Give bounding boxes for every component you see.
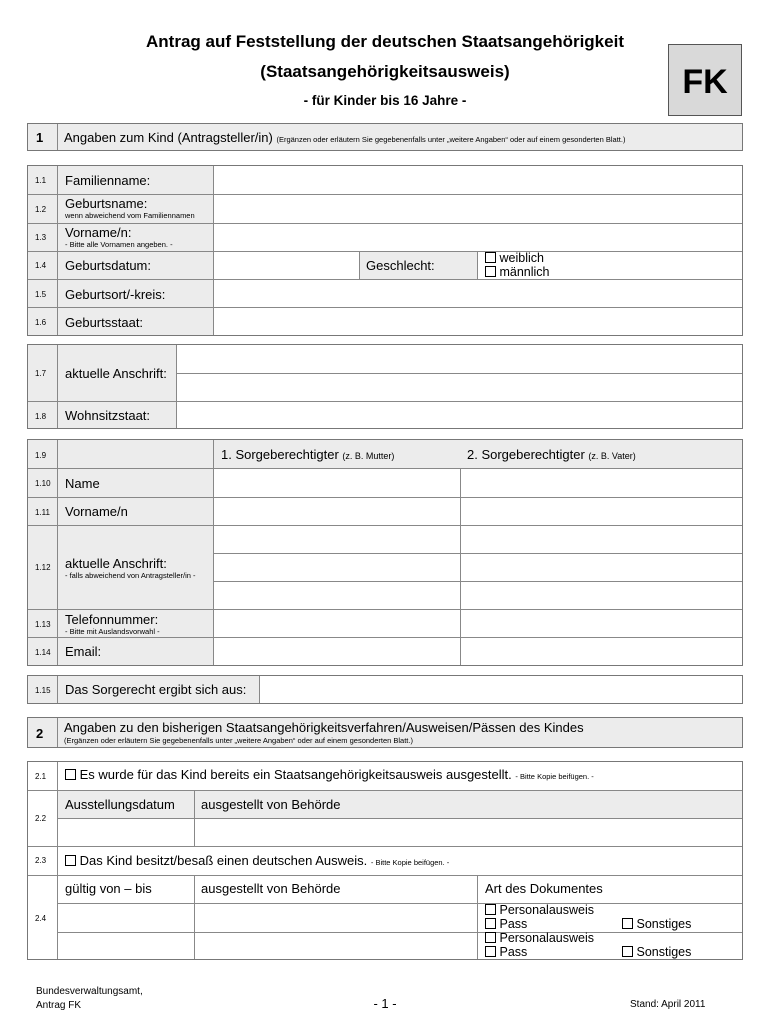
label-birth-name-hint: wenn abweichend vom Familiennamen	[65, 211, 195, 220]
row-number: 1.13	[35, 620, 51, 629]
label-email: Email:	[65, 644, 102, 659]
doc-2-authority-field[interactable]	[195, 933, 477, 959]
residence-country-field[interactable]	[177, 402, 742, 428]
form-code-badge: FK	[668, 44, 742, 116]
guardian-2-name-field[interactable]	[461, 469, 742, 497]
citizenship-certificate-checkbox[interactable]	[65, 769, 76, 780]
address-line-2-field[interactable]	[177, 374, 742, 401]
label-first-names: Vorname/n:	[65, 225, 132, 240]
row-number: 1.15	[35, 686, 51, 695]
label-phone: Telefonnummer:	[65, 612, 159, 627]
row-number: 1.2	[35, 205, 47, 214]
custody-basis-row	[27, 675, 743, 704]
label-gender: Geschlecht:	[366, 258, 435, 273]
guardian-2-address-line-1[interactable]	[461, 526, 742, 553]
label-phone-hint: - Bitte mit Auslandsvorwahl -	[65, 627, 160, 636]
address-line-1-field[interactable]	[177, 345, 742, 373]
doc-2-id-checkbox[interactable]	[485, 932, 496, 943]
section-2-title: Angaben zu den bisherigen Staatsangehörigkeitsverfahren/Ausweisen/Pässen des Kindes	[64, 720, 584, 735]
guardian-1-name-field[interactable]	[214, 469, 460, 497]
doc-1-type-id-option[interactable]: Personalausweis	[485, 903, 594, 917]
section-2-number: 2	[36, 726, 44, 741]
section-1-note: (Ergänzen oder erläutern Sie gegebenenfalls unter „weitere Angaben“ oder auf einem gesonderten Blatt.)	[276, 135, 626, 144]
guardian-2-address-line-3[interactable]	[461, 582, 742, 609]
col-issue-date: Ausstellungsdatum	[65, 797, 175, 812]
label-birth-country: Geburtsstaat:	[65, 315, 144, 330]
guardian-1-address-line-2[interactable]	[214, 554, 460, 581]
guardian-1-email-field[interactable]	[214, 638, 460, 665]
row-number: 1.10	[35, 479, 51, 488]
birth-country-field[interactable]	[214, 308, 742, 335]
certificate-issuing-authority-field[interactable]	[195, 819, 742, 846]
section-1-title: Angaben zum Kind (Antragsteller/in)	[64, 130, 273, 145]
guardian-1-header: 1. Sorgeberechtigter (z. B. Mutter)	[221, 447, 395, 462]
doc-2-type-id-option[interactable]: Personalausweis	[485, 931, 594, 945]
male-label: männlich	[499, 265, 550, 279]
guardians-block	[27, 439, 743, 666]
birth-name-field[interactable]	[214, 195, 742, 223]
col-issuing-authority: ausgestellt von Behörde	[201, 797, 341, 812]
row-number: 2.4	[35, 914, 47, 923]
label-birth-place: Geburtsort/-kreis:	[65, 287, 166, 302]
label-guardian-address: aktuelle Anschrift:	[65, 556, 167, 571]
row-number: 1.1	[35, 176, 47, 185]
doc-1-validity-field[interactable]	[58, 904, 194, 932]
row-number: 1.6	[35, 318, 47, 327]
row-number: 1.4	[35, 261, 47, 270]
footer-page-number: - 1 -	[373, 996, 397, 1011]
doc-2-validity-field[interactable]	[58, 933, 194, 959]
birth-place-field[interactable]	[214, 280, 742, 307]
doc-2-other-checkbox[interactable]	[622, 946, 633, 957]
certificate-issue-date-field[interactable]	[58, 819, 194, 846]
doc-1-other-checkbox[interactable]	[622, 918, 633, 929]
row-number: 2.2	[35, 814, 47, 823]
section-2-note: (Ergänzen oder erläutern Sie gegebenenfalls unter „weitere Angaben“ oder auf einem gesonderten Blatt.)	[64, 736, 413, 745]
label-first-names-hint: - Bitte alle Vornamen angeben. -	[65, 240, 173, 249]
german-id-checkbox[interactable]	[65, 855, 76, 866]
doc-1-type-pass-option[interactable]: Pass	[485, 917, 527, 931]
label-birth-name: Geburtsname:	[65, 196, 148, 211]
gender-male-option[interactable]	[485, 265, 550, 279]
row-number: 1.11	[35, 508, 50, 517]
section-1-header	[27, 123, 743, 151]
col-document-type: Art des Dokumentes	[485, 881, 603, 896]
guardian-1-phone-field[interactable]	[214, 610, 460, 637]
label-guardian-address-hint: - falls abweichend von Antragsteller/in -	[65, 571, 196, 580]
form-title: Antrag auf Feststellung der deutschen Staatsangehörigkeit	[146, 32, 624, 51]
label-guardian-first-names: Vorname/n	[65, 504, 128, 519]
form-target-group: - für Kinder bis 16 Jahre -	[303, 93, 467, 108]
family-name-field[interactable]	[214, 166, 742, 194]
row-number: 1.3	[35, 233, 47, 242]
guardian-2-first-names-field[interactable]	[461, 498, 742, 525]
doc-2-type-other-option[interactable]: Sonstiges	[622, 945, 691, 959]
doc-2-type-pass-option[interactable]: Pass	[485, 945, 527, 959]
first-names-field[interactable]	[214, 224, 742, 251]
birth-date-field[interactable]	[214, 252, 359, 279]
section-2-header	[27, 717, 743, 748]
row-number: 1.14	[35, 648, 51, 657]
guardian-1-address-line-1[interactable]	[214, 526, 460, 553]
doc-1-pass-checkbox[interactable]	[485, 918, 496, 929]
row-number: 1.7	[35, 369, 47, 378]
col-issuing-authority: ausgestellt von Behörde	[201, 881, 341, 896]
gender-female-option[interactable]	[485, 251, 544, 265]
section-1-number: 1	[36, 130, 44, 145]
doc-2-pass-checkbox[interactable]	[485, 946, 496, 957]
label-current-address: aktuelle Anschrift:	[65, 366, 167, 381]
row-number: 1.8	[35, 412, 47, 421]
male-checkbox[interactable]	[485, 266, 496, 277]
guardian-2-phone-field[interactable]	[461, 610, 742, 637]
guardian-1-first-names-field[interactable]	[214, 498, 460, 525]
col-valid-from-to: gültig von – bis	[65, 881, 152, 896]
footer-version: Stand: April 2011	[630, 999, 706, 1010]
doc-1-type-other-option[interactable]: Sonstiges	[622, 917, 691, 931]
form-subtitle: (Staatsangehörigkeitsausweis)	[260, 62, 510, 81]
guardian-2-email-field[interactable]	[461, 638, 742, 665]
child-details-block	[27, 165, 743, 336]
guardian-2-address-line-2[interactable]	[461, 554, 742, 581]
row-number: 2.3	[35, 856, 47, 865]
citizenship-certificate-option[interactable]: Es wurde für das Kind bereits ein Staatsangehörigkeitsausweis ausgestellt. - Bitte Kopie beifügen. -	[65, 767, 594, 782]
label-custody-basis: Das Sorgerecht ergibt sich aus:	[65, 682, 247, 697]
label-residence-country: Wohnsitzstaat:	[65, 408, 151, 423]
label-guardian-name: Name	[65, 476, 100, 491]
doc-1-id-checkbox[interactable]	[485, 904, 496, 915]
female-checkbox[interactable]	[485, 252, 496, 263]
label-birth-date: Geburtsdatum:	[65, 258, 151, 273]
footer-authority: Bundesverwaltungsamt, Antrag FK	[36, 986, 143, 1011]
row-number: 2.1	[35, 772, 47, 781]
german-id-option[interactable]: Das Kind besitzt/besaß einen deutschen Ausweis. - Bitte Kopie beifügen. -	[65, 853, 449, 868]
previous-documents-block	[27, 761, 743, 960]
doc-1-authority-field[interactable]	[195, 904, 477, 932]
guardian-1-address-line-3[interactable]	[214, 582, 460, 609]
row-number: 1.9	[35, 451, 47, 460]
guardian-2-header: 2. Sorgeberechtigter (z. B. Vater)	[467, 447, 636, 462]
row-number: 1.5	[35, 290, 47, 299]
female-label: weiblich	[499, 251, 544, 265]
row-number: 1.12	[35, 563, 51, 572]
custody-basis-field[interactable]	[260, 676, 742, 703]
label-family-name: Familienname:	[65, 173, 151, 188]
address-block	[27, 344, 743, 429]
